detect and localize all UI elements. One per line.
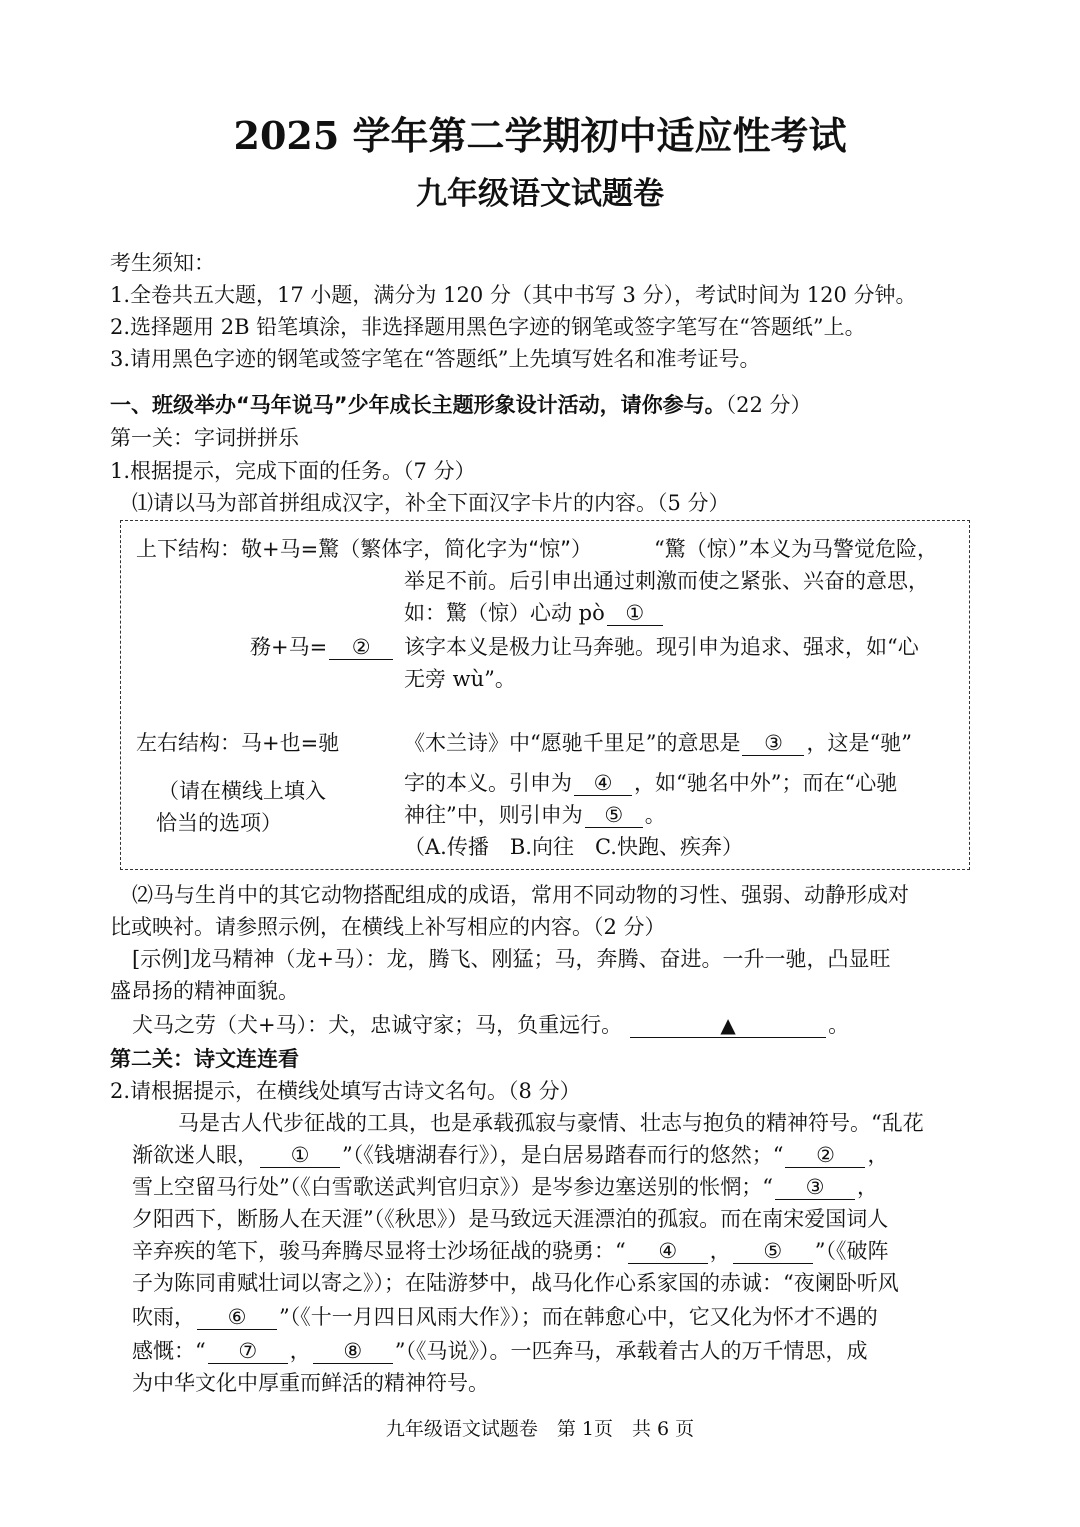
- card-row2: 举足不前。后引申出通过刺激而使之紧张、兴奋的意思，: [404, 569, 929, 593]
- card-row3-text: 如：驚（惊）心动 pò: [404, 601, 605, 625]
- card-row4-left-text: 務+马=: [250, 635, 328, 659]
- poem-line-7: [132, 1302, 878, 1332]
- card-yearn-prefix: 神往”中，则引申为: [404, 803, 583, 827]
- notice-heading: 考生须知：: [110, 251, 215, 275]
- poem-l7-b: ”（《十一月四日风雨大作》）；而在韩愈心中，它又化为怀才不遇的: [279, 1305, 878, 1329]
- poem-line-4: 夕阳西下，断肠人在天涯”（《秋思》）是马致远天涯漂泊的孤寂。而在南宋爱国词人: [132, 1207, 889, 1231]
- poem-l3-b: ，: [856, 1175, 878, 1199]
- poem-line-2: [132, 1140, 888, 1170]
- poem-line-5: [132, 1236, 888, 1266]
- question-2: 2.请根据提示，在横线处填写古诗文名句。（8 分）: [110, 1079, 581, 1103]
- task-suffix: 。: [828, 1013, 850, 1037]
- answer-blank-triangle[interactable]: ▲: [630, 1013, 826, 1038]
- section1-heading: [110, 390, 812, 420]
- question-1-sub1: ⑴请以马为部首拼组成汉字，补全下面汉字卡片的内容。（5 分）: [132, 491, 730, 515]
- notice-item-1: 1.全卷共五大题，17 小题，满分为 120 分（其中书写 3 分），考试时间为 120 分钟。: [110, 283, 917, 307]
- card-row5: 无旁 wù”。: [404, 667, 516, 691]
- notice-item-3: 3.请用黑色字迹的钢笔或签字笔在“答题纸”上先填写姓名和准考证号。: [110, 347, 761, 371]
- poem-l5-c: ”（《破阵: [814, 1239, 889, 1263]
- poem-l2-c: ，: [867, 1143, 889, 1167]
- poem-l5-a: 辛弃疾的笔下，骏马奔腾尽显将士沙场征战的骁勇：“: [132, 1239, 626, 1263]
- card-lr-title: 左右结构：马+也=驰: [136, 731, 340, 755]
- question-1-sub2-line2: 比或映衬。请参照示例，在横线上补写相应的内容。（2 分）: [110, 915, 666, 939]
- notice-item-2: 2.选择题用 2B 铅笔填涂，非选择题用黑色字迹的钢笔或签字笔写在“答题纸”上。: [110, 315, 866, 339]
- card-extend-line: [404, 768, 897, 798]
- card-options: （A.传播 B.向往 C.快跑、疾奔）: [404, 835, 743, 859]
- card-lr-hint2: 恰当的选项）: [156, 811, 282, 835]
- blank-4[interactable]: ④: [574, 771, 632, 796]
- poem-l8-b: ，: [289, 1339, 311, 1363]
- poem-line-3: [132, 1172, 878, 1202]
- poem-blank-4[interactable]: ④: [628, 1239, 708, 1264]
- card-row4-left: [250, 632, 395, 662]
- card-row1-right: “驚（惊）”本义为马警觉危险，: [654, 537, 938, 561]
- page-footer: 九年级语文试题卷 第 1页 共 6 页: [385, 1418, 695, 1440]
- blank-5[interactable]: ⑤: [585, 803, 643, 828]
- card-lr-hint1: （请在横线上填入: [158, 779, 326, 803]
- card-mulan-prefix: 《木兰诗》中“愿驰千里足”的意思是: [404, 731, 741, 755]
- blank-1[interactable]: ①: [607, 601, 663, 626]
- poem-line-1: 马是古人代步征战的工具，也是承载孤寂与豪情、壮志与抱负的精神符号。“乱花: [178, 1111, 924, 1135]
- task-text: 犬马之劳（犬+马）：犬，忠诚守家；马，负重远行。: [132, 1013, 623, 1037]
- blank-3[interactable]: ③: [742, 731, 804, 756]
- example-line2: 盛昂扬的精神面貌。: [110, 979, 299, 1003]
- card-mulan-suffix: ，这是“驰”: [806, 731, 912, 755]
- exam-subtitle: 九年级语文试题卷: [416, 176, 664, 212]
- card-extend-suffix: ，如“驰名中外”；而在“心驰: [634, 771, 898, 795]
- question-1-sub2-line1: ⑵马与生肖中的其它动物搭配组成的成语，常用不同动物的习性、强弱、动静形成对: [132, 883, 909, 907]
- poem-l3-a: 雪上空留马行处”（《白雪歌送武判官归京》）是岑参边塞送别的怅惘；“: [132, 1175, 773, 1199]
- poem-blank-6[interactable]: ⑥: [197, 1305, 277, 1330]
- poem-blank-2[interactable]: ②: [785, 1143, 865, 1168]
- poem-l8-c: ”（《马说》）。一匹奔马，承载着古人的万千情思，成: [394, 1339, 868, 1363]
- part2-title: 第二关：诗文连连看: [110, 1047, 299, 1071]
- card-row3: [404, 598, 665, 628]
- poem-l2-a: 渐欲迷人眼，: [132, 1143, 258, 1167]
- section1-title: 一、班级举办“马年说马”少年成长主题形象设计活动，请你参与。: [110, 393, 726, 417]
- card-yearn-suffix: 。: [644, 803, 666, 827]
- card-yearn-line: [404, 800, 666, 830]
- card-row1-left: 上下结构：敬+马=驚（繁体字，简化字为“惊”）: [136, 537, 592, 561]
- part1-title: 第一关：字词拼拼乐: [110, 426, 299, 450]
- section1-score: （22 分）: [725, 393, 812, 417]
- card-extend-prefix: 字的本义。引申为: [404, 771, 572, 795]
- exam-title: 2025 学年第二学期初中适应性考试: [233, 113, 847, 158]
- poem-l7-a: 吹雨，: [132, 1305, 195, 1329]
- poem-blank-8[interactable]: ⑧: [313, 1339, 393, 1364]
- poem-blank-1[interactable]: ①: [260, 1143, 340, 1168]
- question-1: 1.根据提示，完成下面的任务。（7 分）: [110, 459, 476, 483]
- poem-line-8: [132, 1336, 867, 1366]
- poem-blank-7[interactable]: ⑦: [208, 1339, 288, 1364]
- poem-l5-b: ，: [709, 1239, 731, 1263]
- card-row4-right: 该字本义是极力让马奔驰。现引申为追求、强求，如“心: [404, 635, 919, 659]
- poem-l8-a: 感慨：“: [132, 1339, 206, 1363]
- blank-2[interactable]: ②: [329, 635, 393, 660]
- poem-l2-b: ”（《钱塘湖春行》），是白居易踏春而行的悠然；“: [342, 1143, 784, 1167]
- poem-line-6: 子为陈同甫赋壮词以寄之》）；在陆游梦中，战马化作心系家国的赤诚：“夜阑卧听风: [132, 1271, 899, 1295]
- task-line: [132, 1010, 849, 1040]
- poem-line-9: 为中华文化中厚重而鲜活的精神符号。: [132, 1371, 489, 1395]
- poem-blank-3[interactable]: ③: [775, 1175, 855, 1200]
- card-mulan-line: [404, 728, 912, 758]
- example-line1: [示例]龙马精神（龙+马）：龙，腾飞、刚猛；马，奔腾、奋进。一升一驰，凸显旺: [132, 947, 891, 971]
- poem-blank-5[interactable]: ⑤: [733, 1239, 813, 1264]
